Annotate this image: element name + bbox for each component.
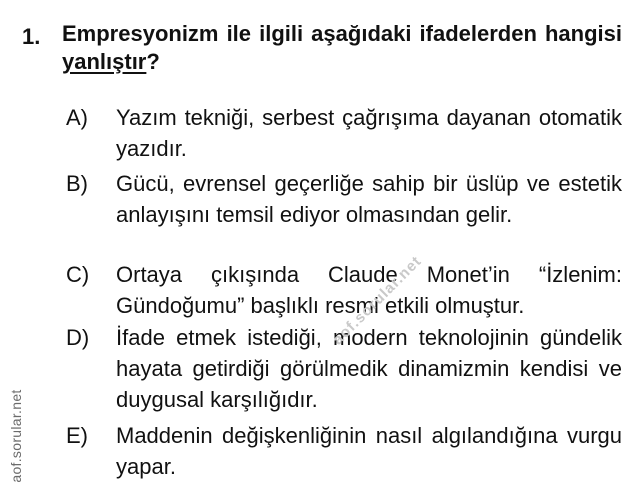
- option-b-text: Gücü, evrensel geçerliğe sahip bir üslüp ve estetik anlayışını temsil ediyor olmasından gelir.: [116, 171, 622, 227]
- option-b[interactable]: [66, 168, 622, 230]
- question-stem-text: Empresyonizm ile ilgili aşağıdaki ifadelerden hangisi: [62, 21, 622, 46]
- option-e-text: Maddenin değişkenliğinin nasıl algılandığına vurgu yapar.: [116, 423, 622, 479]
- option-a-text: Yazım tekniği, serbest çağrışıma dayanan otomatik yazıdır.: [116, 105, 622, 161]
- option-d-letter: D): [66, 325, 90, 350]
- option-e-letter: E): [66, 423, 88, 448]
- question-stem-end: ?: [146, 49, 160, 74]
- option-d-text: İfade etmek istediği, modern teknolojinin gündelik hayata getirdiği görülmedik dinamizmin kendisi ve duygusal karşılığıdır.: [116, 325, 622, 412]
- question-stem-emphasis: yanlıştır: [62, 49, 147, 74]
- question-stem: [62, 20, 622, 76]
- center-watermark: aof.sorular.net: [329, 252, 426, 349]
- option-a-letter: A): [66, 105, 88, 130]
- option-c-text: Ortaya çıkışında Claude Monet’in “İzlenim: Gündoğumu” başlıklı resmi etkili olmuştur.: [116, 262, 622, 318]
- option-c[interactable]: [66, 259, 622, 321]
- side-watermark: aof.sorular.net: [8, 389, 24, 483]
- option-e[interactable]: [66, 420, 622, 482]
- option-c-letter: C): [66, 262, 90, 287]
- option-b-letter: B): [66, 171, 88, 196]
- option-a[interactable]: [66, 102, 622, 164]
- question-number: 1.: [22, 24, 41, 49]
